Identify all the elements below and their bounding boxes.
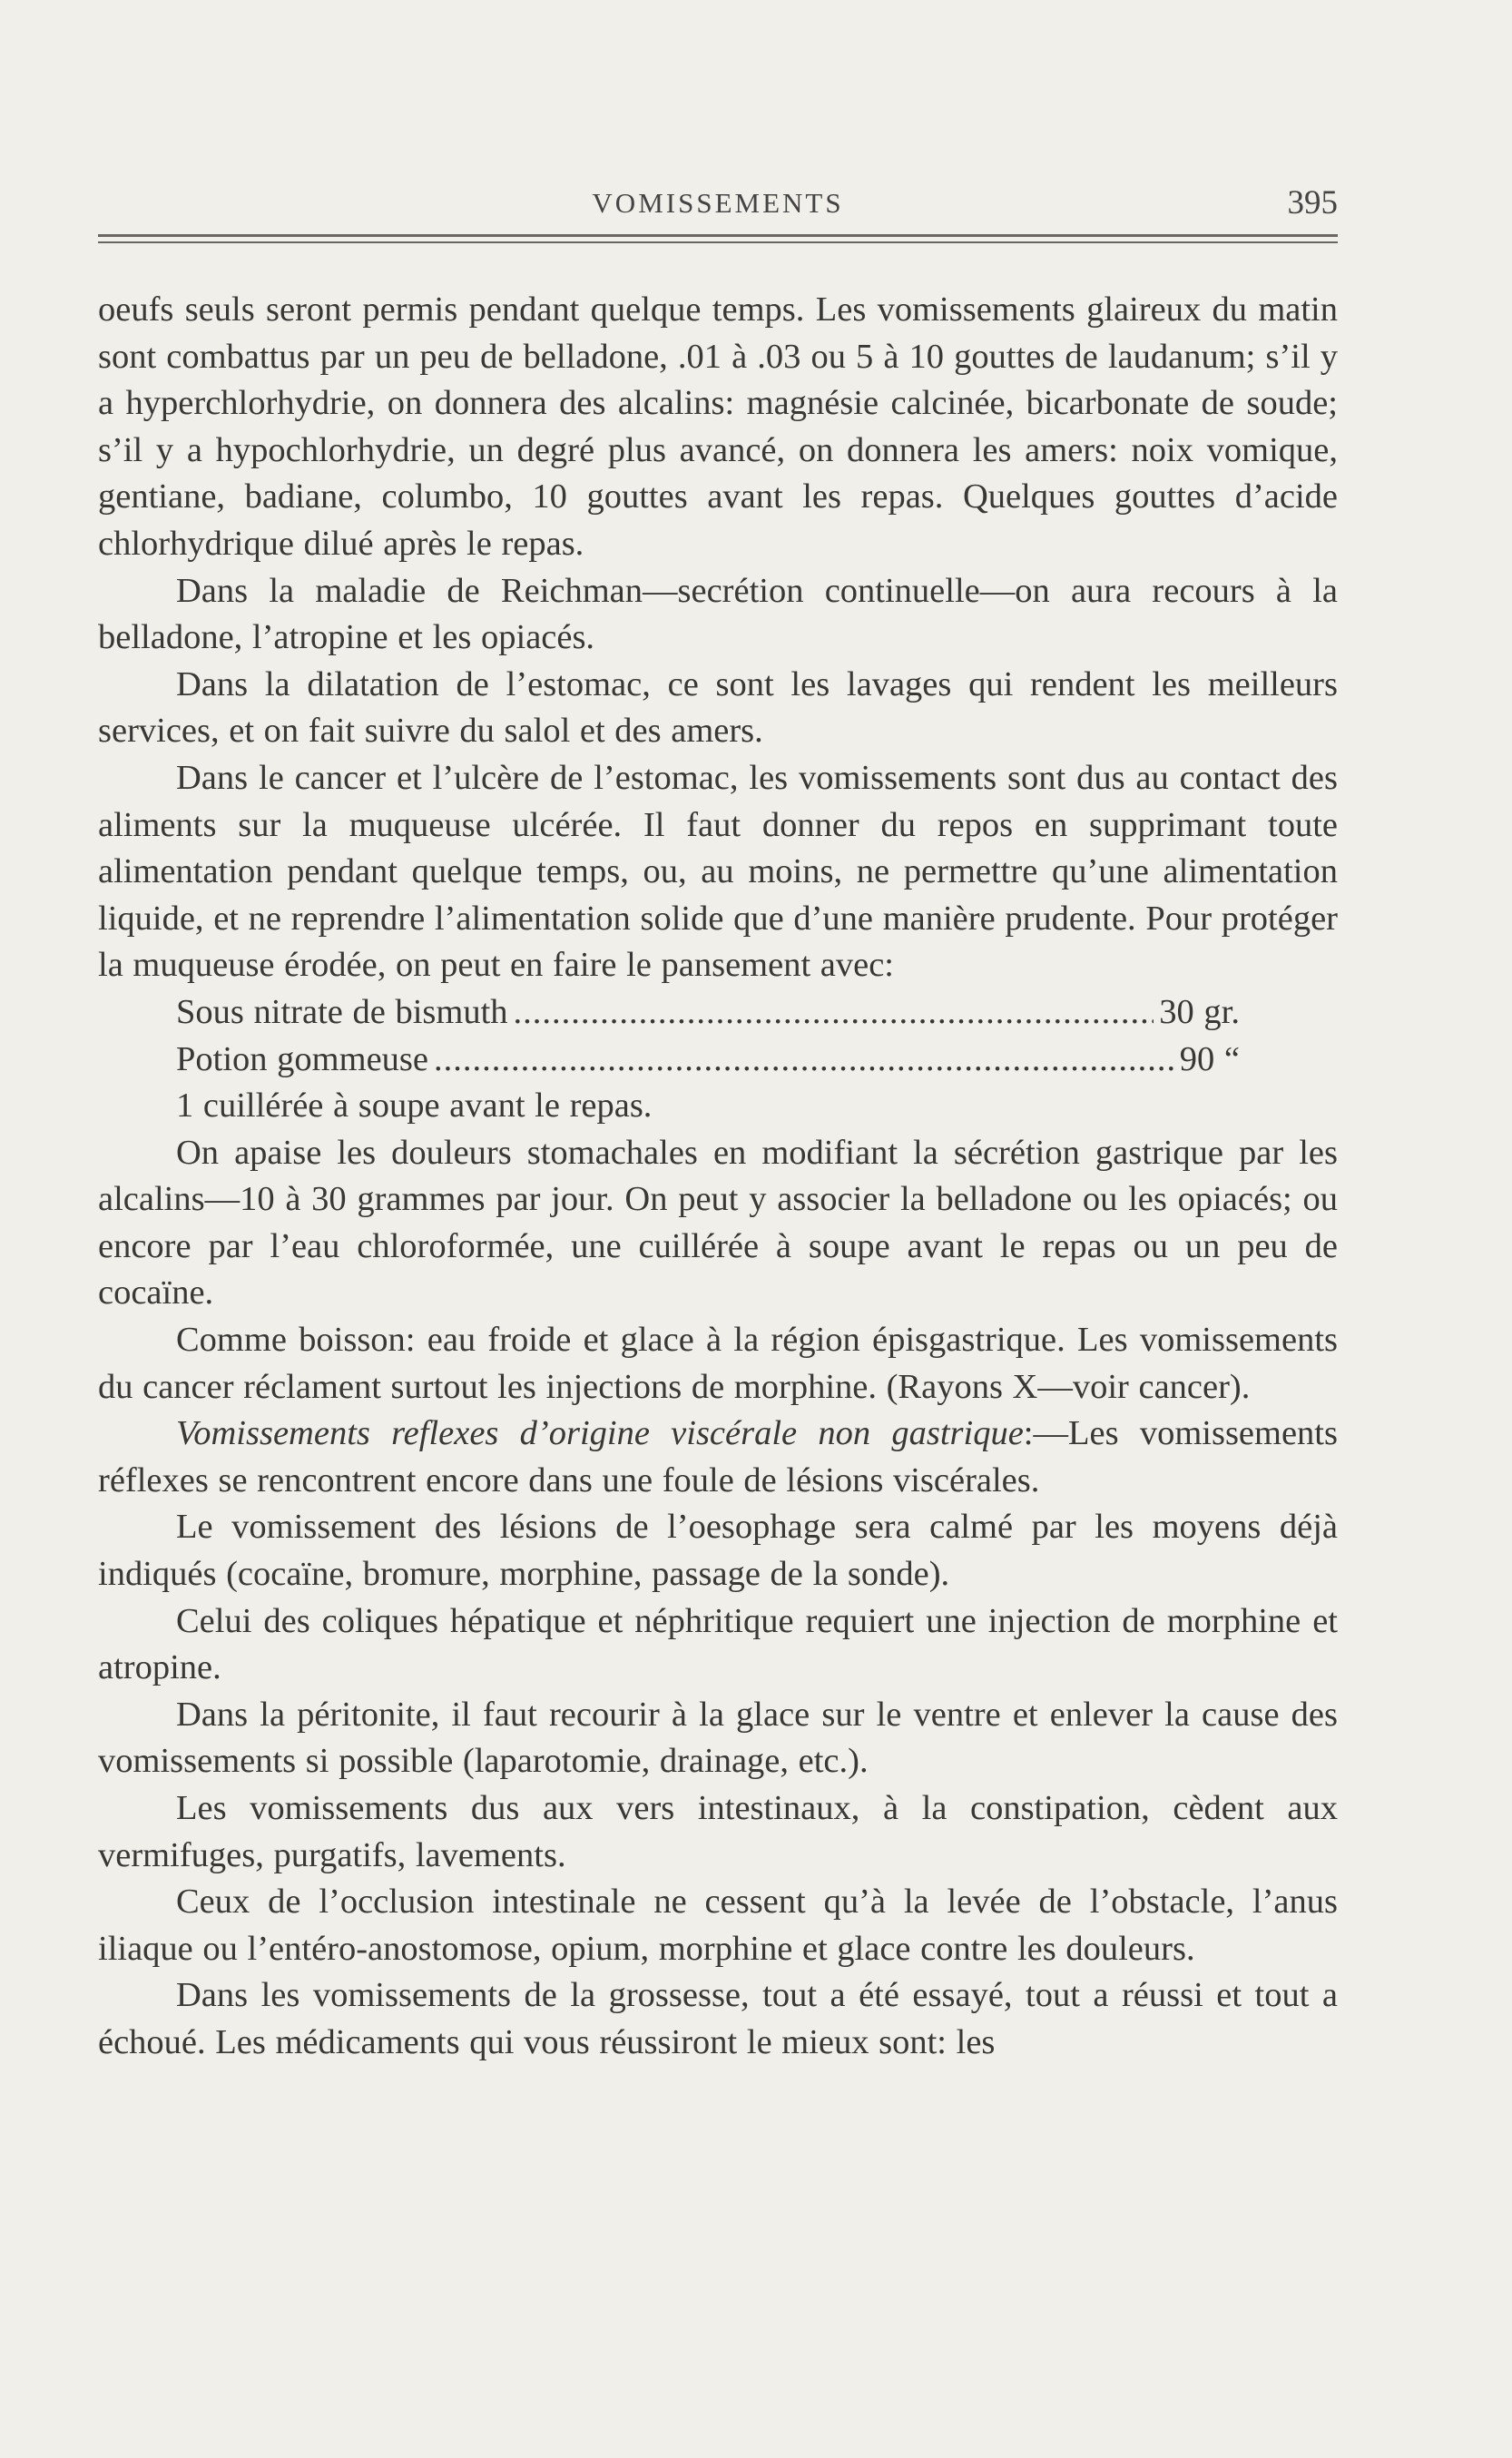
paragraph: Les vomissements dus aux vers intestinaux, à la constipation, cèdent aux vermifuges, purgatifs, lavements. <box>98 1789 1338 1874</box>
paragraph: Le vomissement des lésions de l’oesophage sera calmé par les moyens déjà indiqués (cocaïne, bromure, morphine, passage de la sonde). <box>98 1508 1338 1594</box>
prescription-line <box>98 1037 1338 1084</box>
header-rule <box>98 234 1338 243</box>
paragraph: On apaise les douleurs stomachales en modifiant la sécrétion gastrique par les alcalins—10 à 30 grammes par jour. On peut y associer la belladone ou les opiacés; ou encore par l’eau chloroformée, une cuillérée à soupe avant le repas ou un peu de cocaïne. <box>98 1133 1338 1313</box>
paragraph: Comme boisson: eau froide et glace à la région épisgastrique. Les vomissements du cancer réclament surtout les injections de morphine. (Rayons X—voir cancer). <box>98 1321 1338 1406</box>
paragraph: Dans le cancer et l’ulcère de l’estomac, les vomissements sont dus au contact des aliments sur la muqueuse ulcérée. Il faut donner du repos en supprimant toute alimentation pendant quelque temps, ou, au moins, ne permettre qu’une alimentation liquide, et ne reprendre l’alimentation solide que d’une manière prudente. Pour protéger la muqueuse érodée, on peut en faire le pansement avec: <box>98 758 1338 985</box>
dot-leader <box>514 989 1154 1037</box>
paragraph: Celui des coliques hépatique et néphritique requiert une injection de morphine et atropine. <box>98 1601 1338 1687</box>
prescription-quantity: 30 gr. <box>1159 992 1240 1031</box>
paragraph <box>98 1411 1338 1504</box>
prescription-drug: Sous nitrate de bismuth <box>176 992 508 1031</box>
dot-leader <box>434 1037 1174 1084</box>
page-number: 395 <box>1287 184 1338 221</box>
paragraph: Dans les vomissements de la grossesse, tout a été essayé, tout a réussi et tout a échoué. Les médicaments qui vous réussiront le mieux sont: les <box>98 1976 1338 2061</box>
prescription-drug: Potion gommeuse <box>176 1039 428 1078</box>
section-heading-italic: Vomissements reflexes d’origine viscérale non gastrique <box>176 1414 1024 1453</box>
prescription-quantity: 90 “ <box>1179 1039 1240 1078</box>
paragraph: oeufs seuls seront permis pendant quelque temps. Les vomissements glaireux du matin sont combattus par un peu de belladone, .01 à .03 ou 5 à 10 gouttes de laudanum; s’il y a hyperchlorhydrie, on donnera des alcalins: magnésie calcinée, bicarbonate de soude; s’il y a hypochlorhydrie, un degré plus avancé, on donnera les amers: noix vomique, gentiane, badiane, columbo, 10 gouttes avant les repas. Quelques gouttes d’acide chlorhydrique dilué après le repas. <box>98 290 1338 563</box>
prescription-instruction: 1 cuillérée à soupe avant le repas. <box>176 1086 653 1126</box>
prescription-line <box>98 989 1338 1037</box>
paragraph: Dans la dilatation de l’estomac, ce sont les lavages qui rendent les meilleurs services, et on fait suivre du salol et des amers. <box>98 664 1338 751</box>
paragraph: Dans la maladie de Reichman—secrétion continuelle—on aura recours à la belladone, l’atropine et les opiacés. <box>98 571 1338 657</box>
body-text <box>98 287 1338 2067</box>
paragraph: Ceux de l’occlusion intestinale ne cessent qu’à la levée de l’obstacle, l’anus iliaque ou l’entéro-anostomose, opium, morphine et glace contre les douleurs. <box>98 1883 1338 1968</box>
running-title: VOMISSEMENTS <box>592 187 844 219</box>
paragraph-text: :—Les vomissements réflexes se rencontrent encore dans une foule de lésions viscérales. <box>98 1414 1338 1499</box>
running-head <box>98 182 1338 229</box>
book-page <box>98 182 1338 2067</box>
paragraph: Dans la péritonite, il faut recourir à la glace sur le ventre et enlever la cause des vomissements si possible (laparotomie, drainage, etc.). <box>98 1695 1338 1781</box>
